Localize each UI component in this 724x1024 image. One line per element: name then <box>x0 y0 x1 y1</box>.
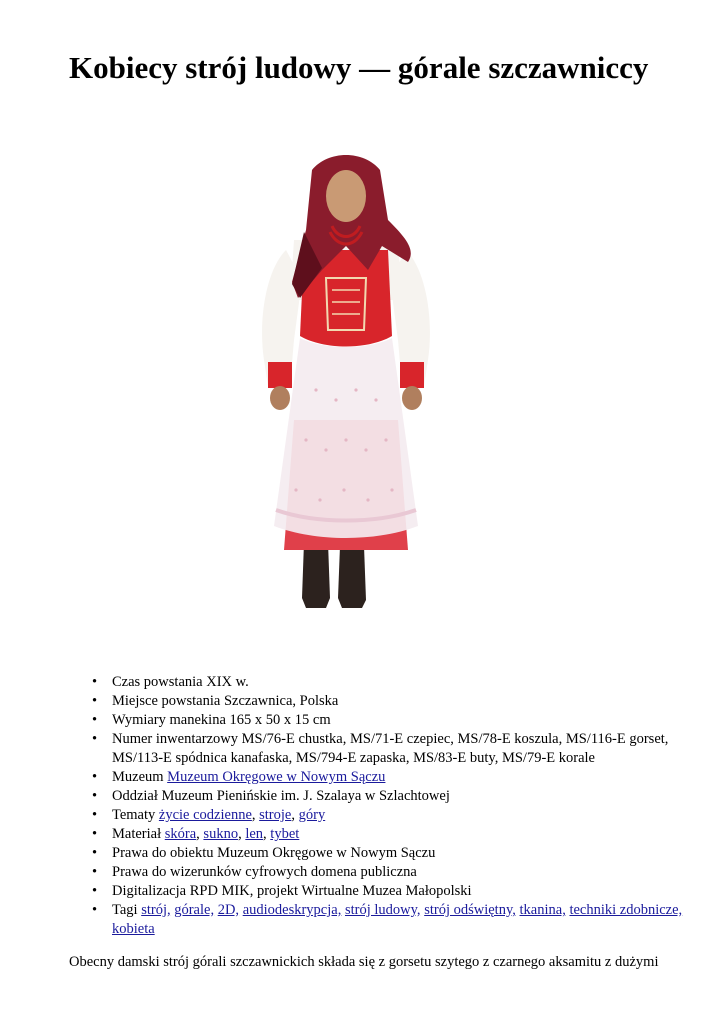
tag-link[interactable]: strój, <box>141 902 171 918</box>
detail-digitalizacja: • Digitalizacja RPD MIK, projekt Wirtualne Muzea Małopolski <box>90 882 702 901</box>
material-link[interactable]: tybet <box>270 826 300 842</box>
detail-numer: • Numer inwentarzowy MS/76-E chustka, MS/71-E czepiec, MS/78-E koszula, MS/116-E gorset, MS/113-E spódnica kanafaska, MS/794-E zapaska, MS/83-E buty, MS/79-E korale <box>90 730 702 768</box>
material-link[interactable]: skóra <box>164 826 197 842</box>
tag-link[interactable]: 2D, <box>217 902 240 918</box>
tag-link[interactable]: strój ludowy, <box>344 902 421 918</box>
detail-material: • Materiał skóra, sukno, len, tybet <box>90 825 702 844</box>
tag-link[interactable]: audiodeskrypcja, <box>242 902 342 918</box>
tag-link[interactable]: górale, <box>174 902 215 918</box>
tag-link[interactable]: techniki zdobnicze, <box>569 902 683 918</box>
material-link[interactable]: len <box>245 826 264 842</box>
detail-prawa-wizerunki: • Prawa do wizerunków cyfrowych domena publiczna <box>90 863 702 882</box>
detail-tagi: • Tagi strój, górale, 2D, audiodeskrypcja, strój ludowy, strój odświętny, tkanina, techniki zdobnicze, kobieta <box>90 901 702 939</box>
face <box>326 170 366 222</box>
detail-czas: • Czas powstania XIX w. <box>90 673 702 692</box>
apron <box>274 338 418 538</box>
topic-link[interactable]: góry <box>298 807 326 823</box>
detail-miejsce: • Miejsce powstania Szczawnica, Polska <box>90 692 702 711</box>
topic-link[interactable]: stroje <box>259 807 292 823</box>
topic-link[interactable]: życie codzienne <box>158 807 252 823</box>
description-paragraph: Obecny damski strój górali szczawnickich składa się z gorsetu szytego z czarnego aksamitu z dużymi <box>69 954 659 970</box>
tag-link[interactable]: strój odświętny, <box>424 902 516 918</box>
material-link[interactable]: sukno <box>203 826 239 842</box>
page-title: Kobiecy strój ludowy — górale szczawniccy <box>69 50 649 85</box>
detail-wymiary: • Wymiary manekina 165 x 50 x 15 cm <box>90 711 702 730</box>
detail-oddzial: • Oddział Muzeum Pienińskie im. J. Szalaya w Szlachtowej <box>90 787 702 806</box>
detail-tematy: • Tematy życie codzienne, stroje, góry <box>90 806 702 825</box>
detail-muzeum: • Muzeum Muzeum Okręgowe w Nowym Sączu <box>90 768 702 787</box>
detail-prawa-obiekt: • Prawa do obiektu Muzeum Okręgowe w Nowym Sączu <box>90 844 702 863</box>
boots <box>302 542 330 608</box>
tag-link[interactable]: kobieta <box>112 921 155 937</box>
costume-photo <box>256 150 436 614</box>
hands <box>270 386 290 410</box>
object-details <box>90 673 702 939</box>
tag-link[interactable]: tkanina, <box>519 902 566 918</box>
museum-link[interactable]: Muzeum Okręgowe w Nowym Sączu <box>167 769 386 785</box>
